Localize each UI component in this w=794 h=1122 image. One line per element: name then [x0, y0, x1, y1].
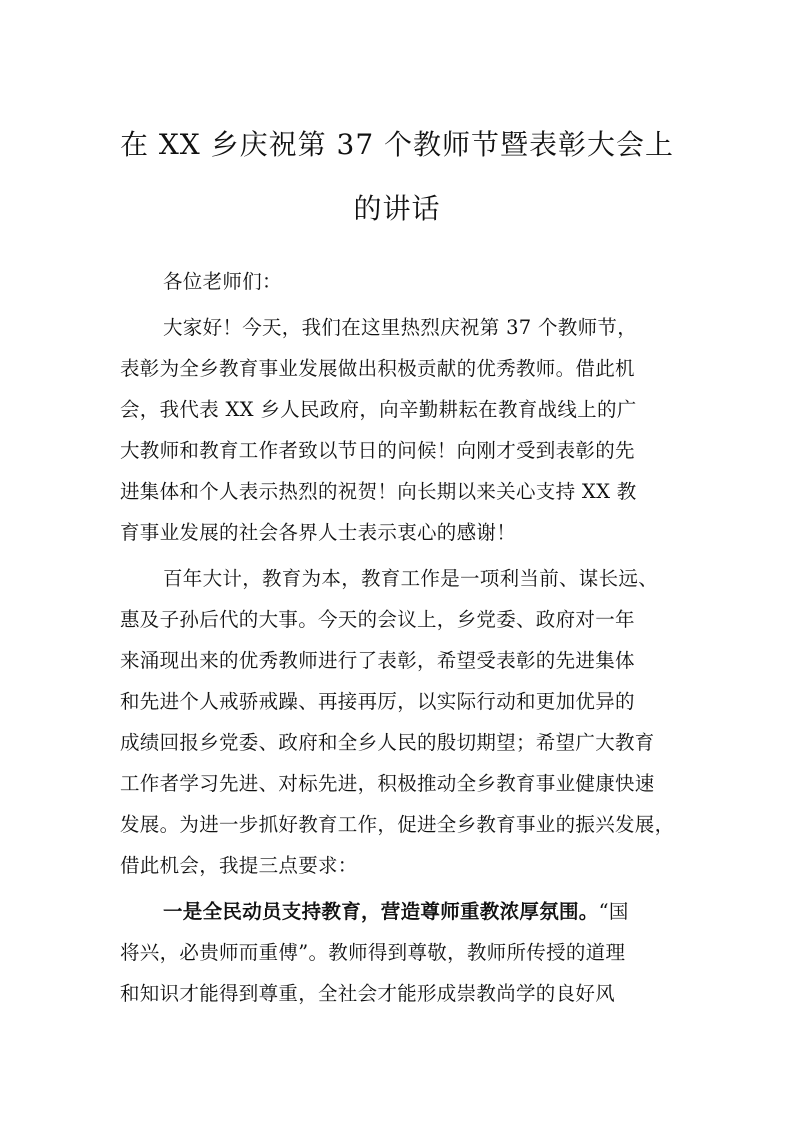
paragraph-1-line-6: 育事业发展的社会各界人士表示衷心的感谢！	[120, 521, 517, 544]
paragraph-1-line-1: 大家好！今天，我们在这里热烈庆祝第 37 个教师节，	[163, 316, 638, 339]
paragraph-2-line-2: 惠及子孙后代的大事。今天的会议上，乡党委、政府对一年	[120, 608, 635, 631]
paragraph-2-line-1: 百年大计，教育为本，教育工作是一项利当前、谋长远、	[163, 567, 659, 590]
paragraph-2-line-8: 借此机会，我提三点要求：	[120, 854, 358, 877]
paragraph-2-line-4: 和先进个人戒骄戒躁、再接再厉，以实际行动和更加优异的	[120, 690, 635, 713]
salutation: 各位老师们：	[163, 270, 282, 293]
paragraph-1-line-3: 会，我代表 XX 乡人民政府，向辛勤耕耘在教育战线上的广	[120, 398, 637, 421]
document-title-line-1: 在 XX 乡庆祝第 37 个教师节暨表彰大会上	[119, 128, 675, 161]
paragraph-3-line-1	[163, 899, 629, 925]
paragraph-3-line-2: 将兴，必贵师而重傅”。教师得到尊敬，教师所传授的道理	[120, 941, 626, 964]
paragraph-1-line-5: 进集体和个人表示热烈的祝贺！向长期以来关心支持 XX 教	[120, 480, 637, 503]
paragraph-1-line-2: 表彰为全乡教育事业发展做出积极贡献的优秀教师。借此机	[120, 357, 635, 380]
paragraph-2-line-7: 发展。为进一步抓好教育工作，促进全乡教育事业的振兴发展，	[120, 813, 675, 836]
paragraph-3-quote-start: “国	[598, 900, 629, 923]
paragraph-2-line-3: 来涌现出来的优秀教师进行了表彰，希望受表彰的先进集体	[120, 649, 635, 672]
paragraph-2-line-6: 工作者学习先进、对标先进，积极推动全乡教育事业健康快速	[120, 772, 655, 795]
paragraph-2-line-5: 成绩回报乡党委、政府和全乡人民的殷切期望；希望广大教育	[120, 731, 655, 754]
paragraph-3-heading: 一是全民动员支持教育，营造尊师重教浓厚氛围。	[163, 900, 599, 923]
paragraph-1-line-4: 大教师和教育工作者致以节日的问候！向刚才受到表彰的先	[120, 439, 635, 462]
document-title-line-2: 的讲话	[353, 192, 441, 225]
paragraph-3-line-3: 和知识才能得到尊重，全社会才能形成崇教尚学的良好风	[120, 982, 616, 1005]
